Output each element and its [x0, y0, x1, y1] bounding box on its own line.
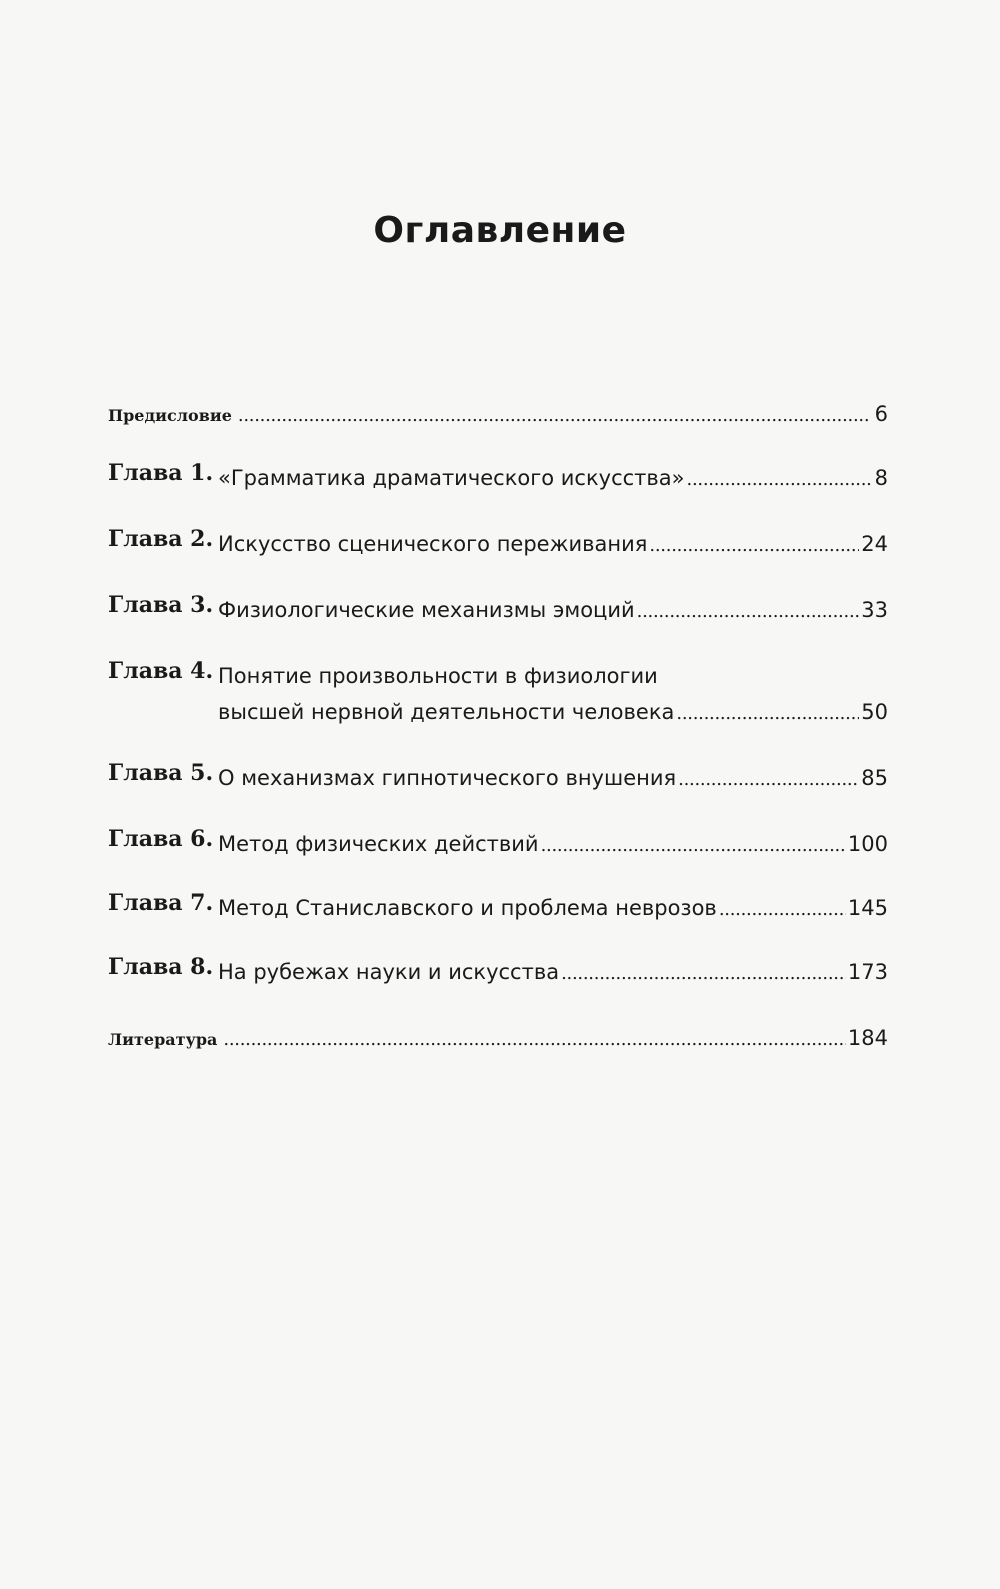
dot-leader — [541, 827, 846, 864]
toc-entry-literature — [108, 1020, 888, 1056]
toc-entry-chapter-6 — [108, 826, 888, 862]
toc-page-number: 85 — [861, 766, 888, 790]
dot-leader — [223, 1022, 846, 1058]
toc-entry-chapter-7 — [108, 890, 888, 926]
toc-page-number: 184 — [847, 1026, 888, 1050]
chapter-title: Физиологические механизмы эмоций — [218, 598, 635, 622]
chapter-number: Глава 5. — [108, 760, 214, 786]
dot-leader — [687, 461, 873, 498]
toc-page-number: 145 — [847, 896, 888, 920]
dot-leader — [676, 695, 859, 732]
dot-leader — [649, 527, 859, 564]
toc-entry-chapter-3 — [108, 592, 888, 628]
toc-entry-chapter-2 — [108, 526, 888, 562]
toc-entry-chapter-4 — [108, 658, 888, 730]
toc-entry-chapter-1 — [108, 460, 888, 496]
toc-entry-preface — [108, 396, 888, 432]
chapter-title: На рубежах науки и искусства — [218, 960, 560, 984]
page-title: Оглавление — [373, 210, 627, 251]
chapter-number: Глава 3. — [108, 592, 214, 618]
chapter-title: Метод Станиславского и проблема неврозов — [218, 896, 717, 920]
toc-page-number: 6 — [874, 402, 888, 426]
toc-page-number: 33 — [861, 598, 888, 622]
toc-page-number: 50 — [861, 700, 888, 724]
chapter-number: Глава 6. — [108, 826, 214, 852]
toc-entry-label: Предисловие — [108, 406, 232, 425]
chapter-title-continued: высшей нервной деятельности человека — [218, 700, 675, 724]
dot-leader — [637, 593, 860, 630]
toc-entry-label: Литература — [108, 1030, 218, 1049]
chapter-title: Понятие произвольности в физиологии — [218, 664, 658, 688]
dot-leader — [238, 398, 873, 434]
toc-page-number: 100 — [847, 832, 888, 856]
chapter-title: Метод физических действий — [218, 832, 539, 856]
chapter-title: «Грамматика драматического искусства» — [218, 466, 685, 490]
toc-page-number: 8 — [874, 466, 888, 490]
chapter-number: Глава 4. — [108, 658, 214, 684]
toc-page-number: 24 — [861, 532, 888, 556]
dot-leader — [561, 955, 846, 992]
chapter-number: Глава 2. — [108, 526, 214, 552]
chapter-title: О механизмах гипнотического внушения — [218, 766, 677, 790]
chapter-number: Глава 1. — [108, 460, 214, 486]
chapter-title: Искусство сценического переживания — [218, 532, 648, 556]
dot-leader — [678, 761, 859, 798]
toc-entry-chapter-5 — [108, 760, 888, 796]
toc-page-number: 173 — [847, 960, 888, 984]
dot-leader — [719, 891, 846, 928]
toc-entry-chapter-8 — [108, 954, 888, 990]
chapter-number: Глава 7. — [108, 890, 214, 916]
chapter-number: Глава 8. — [108, 954, 214, 980]
